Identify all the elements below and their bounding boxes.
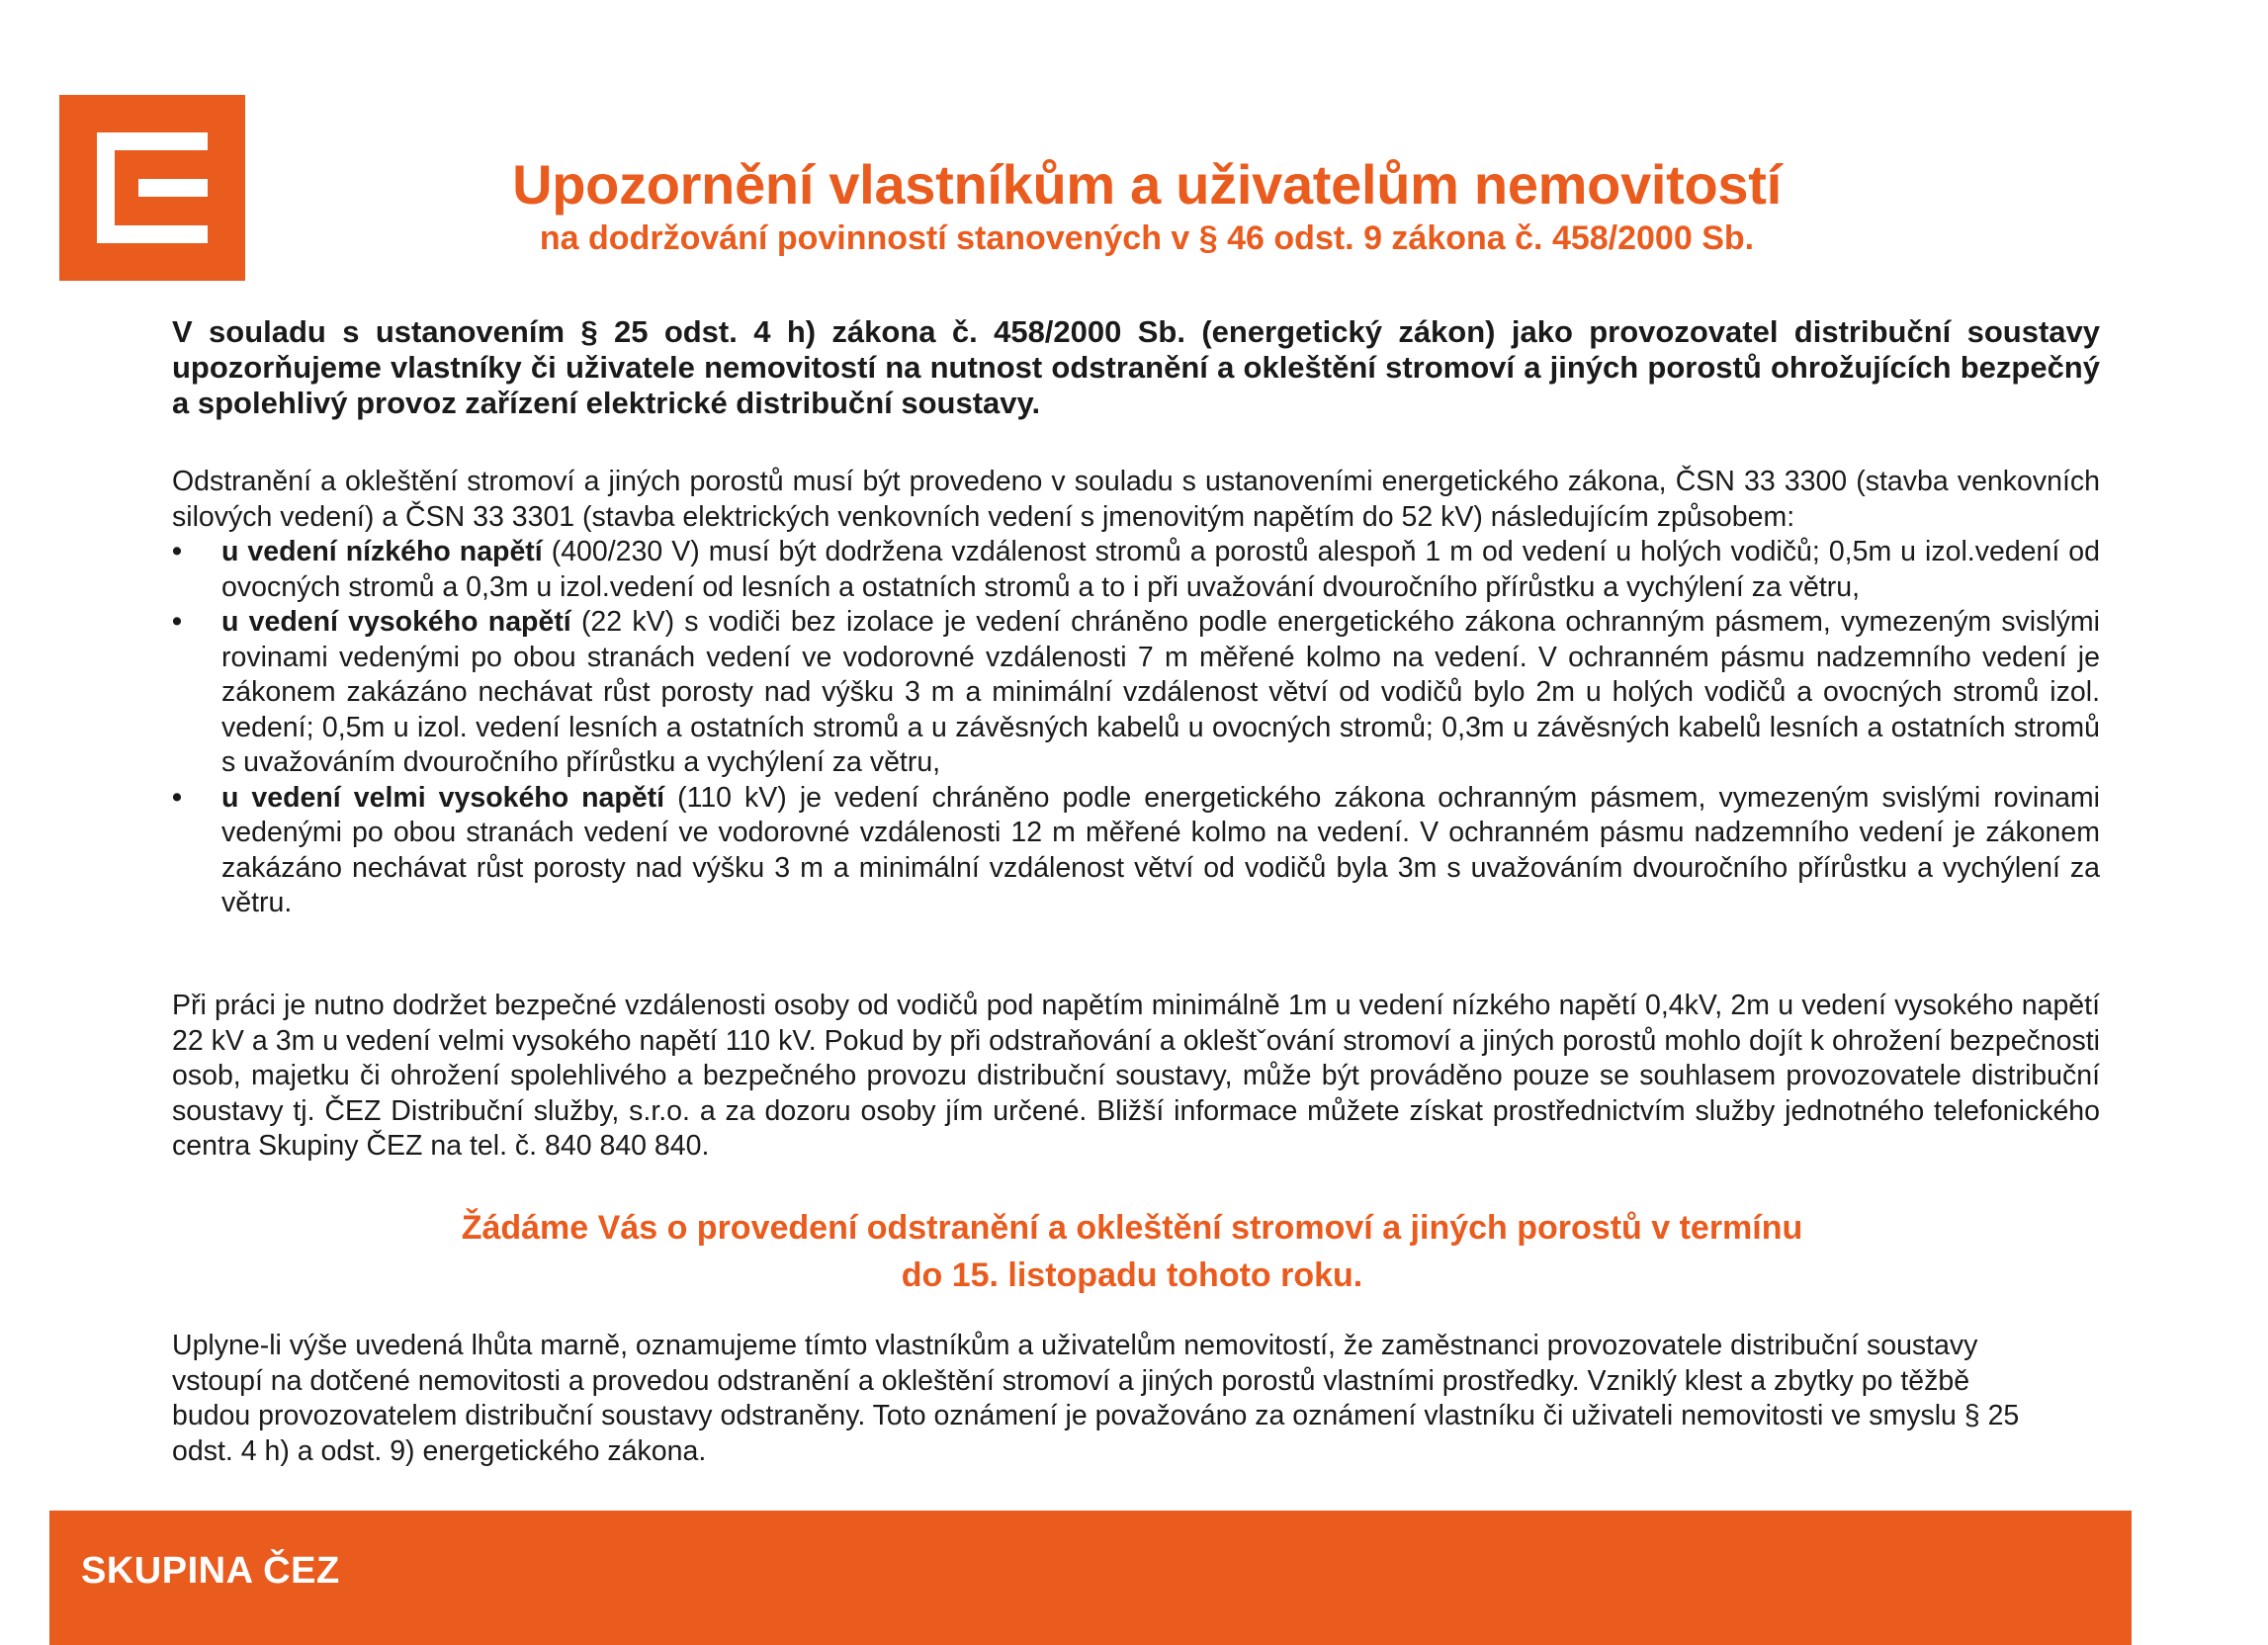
footer-bar xyxy=(49,1511,2132,1645)
notice-paragraph: Uplyne-li výše uvedená lhůta marně, oznamujeme tímto vlastníkům a uživatelům nemovitostí, že zaměstnanci provozovatele distribuční soustavy vstoupí na dotčené nemovitosti a provedou odstranění a okleštění stromoví a jiných porostů vlastními prostředky. Vzniklý klest a zbytky po těžbě budou provozovatelem distribuční soustavy odstraněny. Toto oznámení je považováno za oznámení vlastníku či uživateli nemovitosti ve smyslu § 25 odst. 4 h) a odst. 9) energetického zákona. xyxy=(172,1330,2020,1467)
list-item xyxy=(172,781,2100,921)
cez-logo xyxy=(59,95,245,281)
safety-paragraph: Při práci je nutno dodržet bezpečné vzdálenosti osoby od vodičů pod napětím minimálně 1m u vedení nízkého napětí 0,4kV, 2m u vedení vysokého napětí 22 kV a 3m u vedení velmi vysokého napětí 110 kV. Pokud by při odstraňování a okleštˇování stromoví a jiných porostů mohlo dojít k ohrožení bezpečnosti osob, majetku či ohrožení spolehlivého a bezpečného provozu distribuční soustavy, může být prováděno pouze se souhlasem provozovatele distribuční soustavy tj. ČEZ Distribuční služby, s.r.o. a za dozoru osoby jím určené. Bližší informace můžete získat prostřednictvím služby jednotného telefonického centra Skupiny ČEZ na tel. č. 840 840 840. xyxy=(172,990,2100,1162)
requirements-section xyxy=(172,465,2100,921)
list-item xyxy=(172,535,2100,605)
page-subtitle: na dodržování povinností stanovených v § 46 odst. 9 zákona č. 458/2000 Sb. xyxy=(539,219,1755,257)
bullet-icon: • xyxy=(172,606,182,638)
list-item-text: (22 kV) s vodiči bez izolace je vedení chráněno podle energetického zákona ochranným pásmem, vymezeným svislými rovinami vedenými po obou stranách vedení ve vodorovné vzdálenosti 7 m měřené kolmo na vedení. V ochranném pásmu nadzemního vedení je zákonem zakázáno nechávat růst porosty nad výšku 3 m a minimální vzdálenost větví od vodičů bylo 2m u holých vodičů a ovocných stromů izol. vedení; 0,5m u izol. vedení lesních a ostatních stromů a u závěsných kabelů u ovocných stromů; 0,3m u závěsných kabelů lesních a ostatních stromů s uvažováním dvouročního přírůstku a vychýlení za větru, xyxy=(221,606,2101,778)
list-item-text: (400/230 V) musí být dodržena vzdálenost stromů a porostů alespoň 1 m od vedení u holých vodičů; 0,5m u izol.vedení od ovocných stromů a 0,3m u izol.vedení od lesních a ostatních stromů a to i při uvažování dvouročního přírůstku a vychýlení za větru, xyxy=(221,536,2100,603)
call-to-action-line2: do 15. listopadu tohoto roku. xyxy=(901,1256,1363,1294)
list-item-heading: u vedení vysokého napětí xyxy=(221,606,571,638)
requirements-paragraph: Odstranění a okleštění stromoví a jiných porostů musí být provedeno v souladu s ustanoveními energetického zákona, ČSN 33 3300 (stavba venkovních silových vedení) a ČSN 33 3301 (stavba elektrických venkovních vedení s jmenovitým napětím do 52 kV) následujícím způsobem: xyxy=(172,466,2100,533)
requirements-list xyxy=(172,535,2100,921)
list-item-text: (110 kV) je vedení chráněno podle energetického zákona ochranným pásmem, vymezeným svislými rovinami vedenými po obou stranách vedení ve vodorovné vzdálenosti 12 m měřené kolmo na vedení. V ochranném pásmu nadzemního vedení je zákonem zakázáno nechávat růst porosty nad výšku 3 m a minimální vzdálenost větví od vodičů byla 3m s uvažováním dvouročního přírůstku a vychýlení za větru. xyxy=(221,781,2100,918)
bullet-icon: • xyxy=(172,781,182,814)
call-to-action-line1: Žádáme Vás o provedení odstranění a okleštění stromoví a jiných porostů v termínu xyxy=(461,1209,1803,1247)
list-item-heading: u vedení velmi vysokého napětí xyxy=(221,781,665,814)
bullet-icon: • xyxy=(172,536,182,567)
footer-brand: SKUPINA ČEZ xyxy=(81,1550,340,1592)
list-item xyxy=(172,605,2100,781)
list-item-heading: u vedení nízkého napětí xyxy=(221,536,543,567)
cez-logo-mark-icon xyxy=(97,132,208,243)
page-title: Upozornění vlastníkům a uživatelům nemovitostí xyxy=(512,153,1782,216)
call-to-action xyxy=(297,1204,1967,1299)
intro-paragraph: V souladu s ustanovením § 25 odst. 4 h) zákona č. 458/2000 Sb. (energetický zákon) jako provozovatel distribuční soustavy upozorňujeme vlastníky či uživatele nemovitostí na nutnost odstranění a okleštění stromoví a jiných porostů ohrožujících bezpečný a spolehlivý provoz zařízení elektrické distribuční soustavy. xyxy=(172,314,2100,420)
